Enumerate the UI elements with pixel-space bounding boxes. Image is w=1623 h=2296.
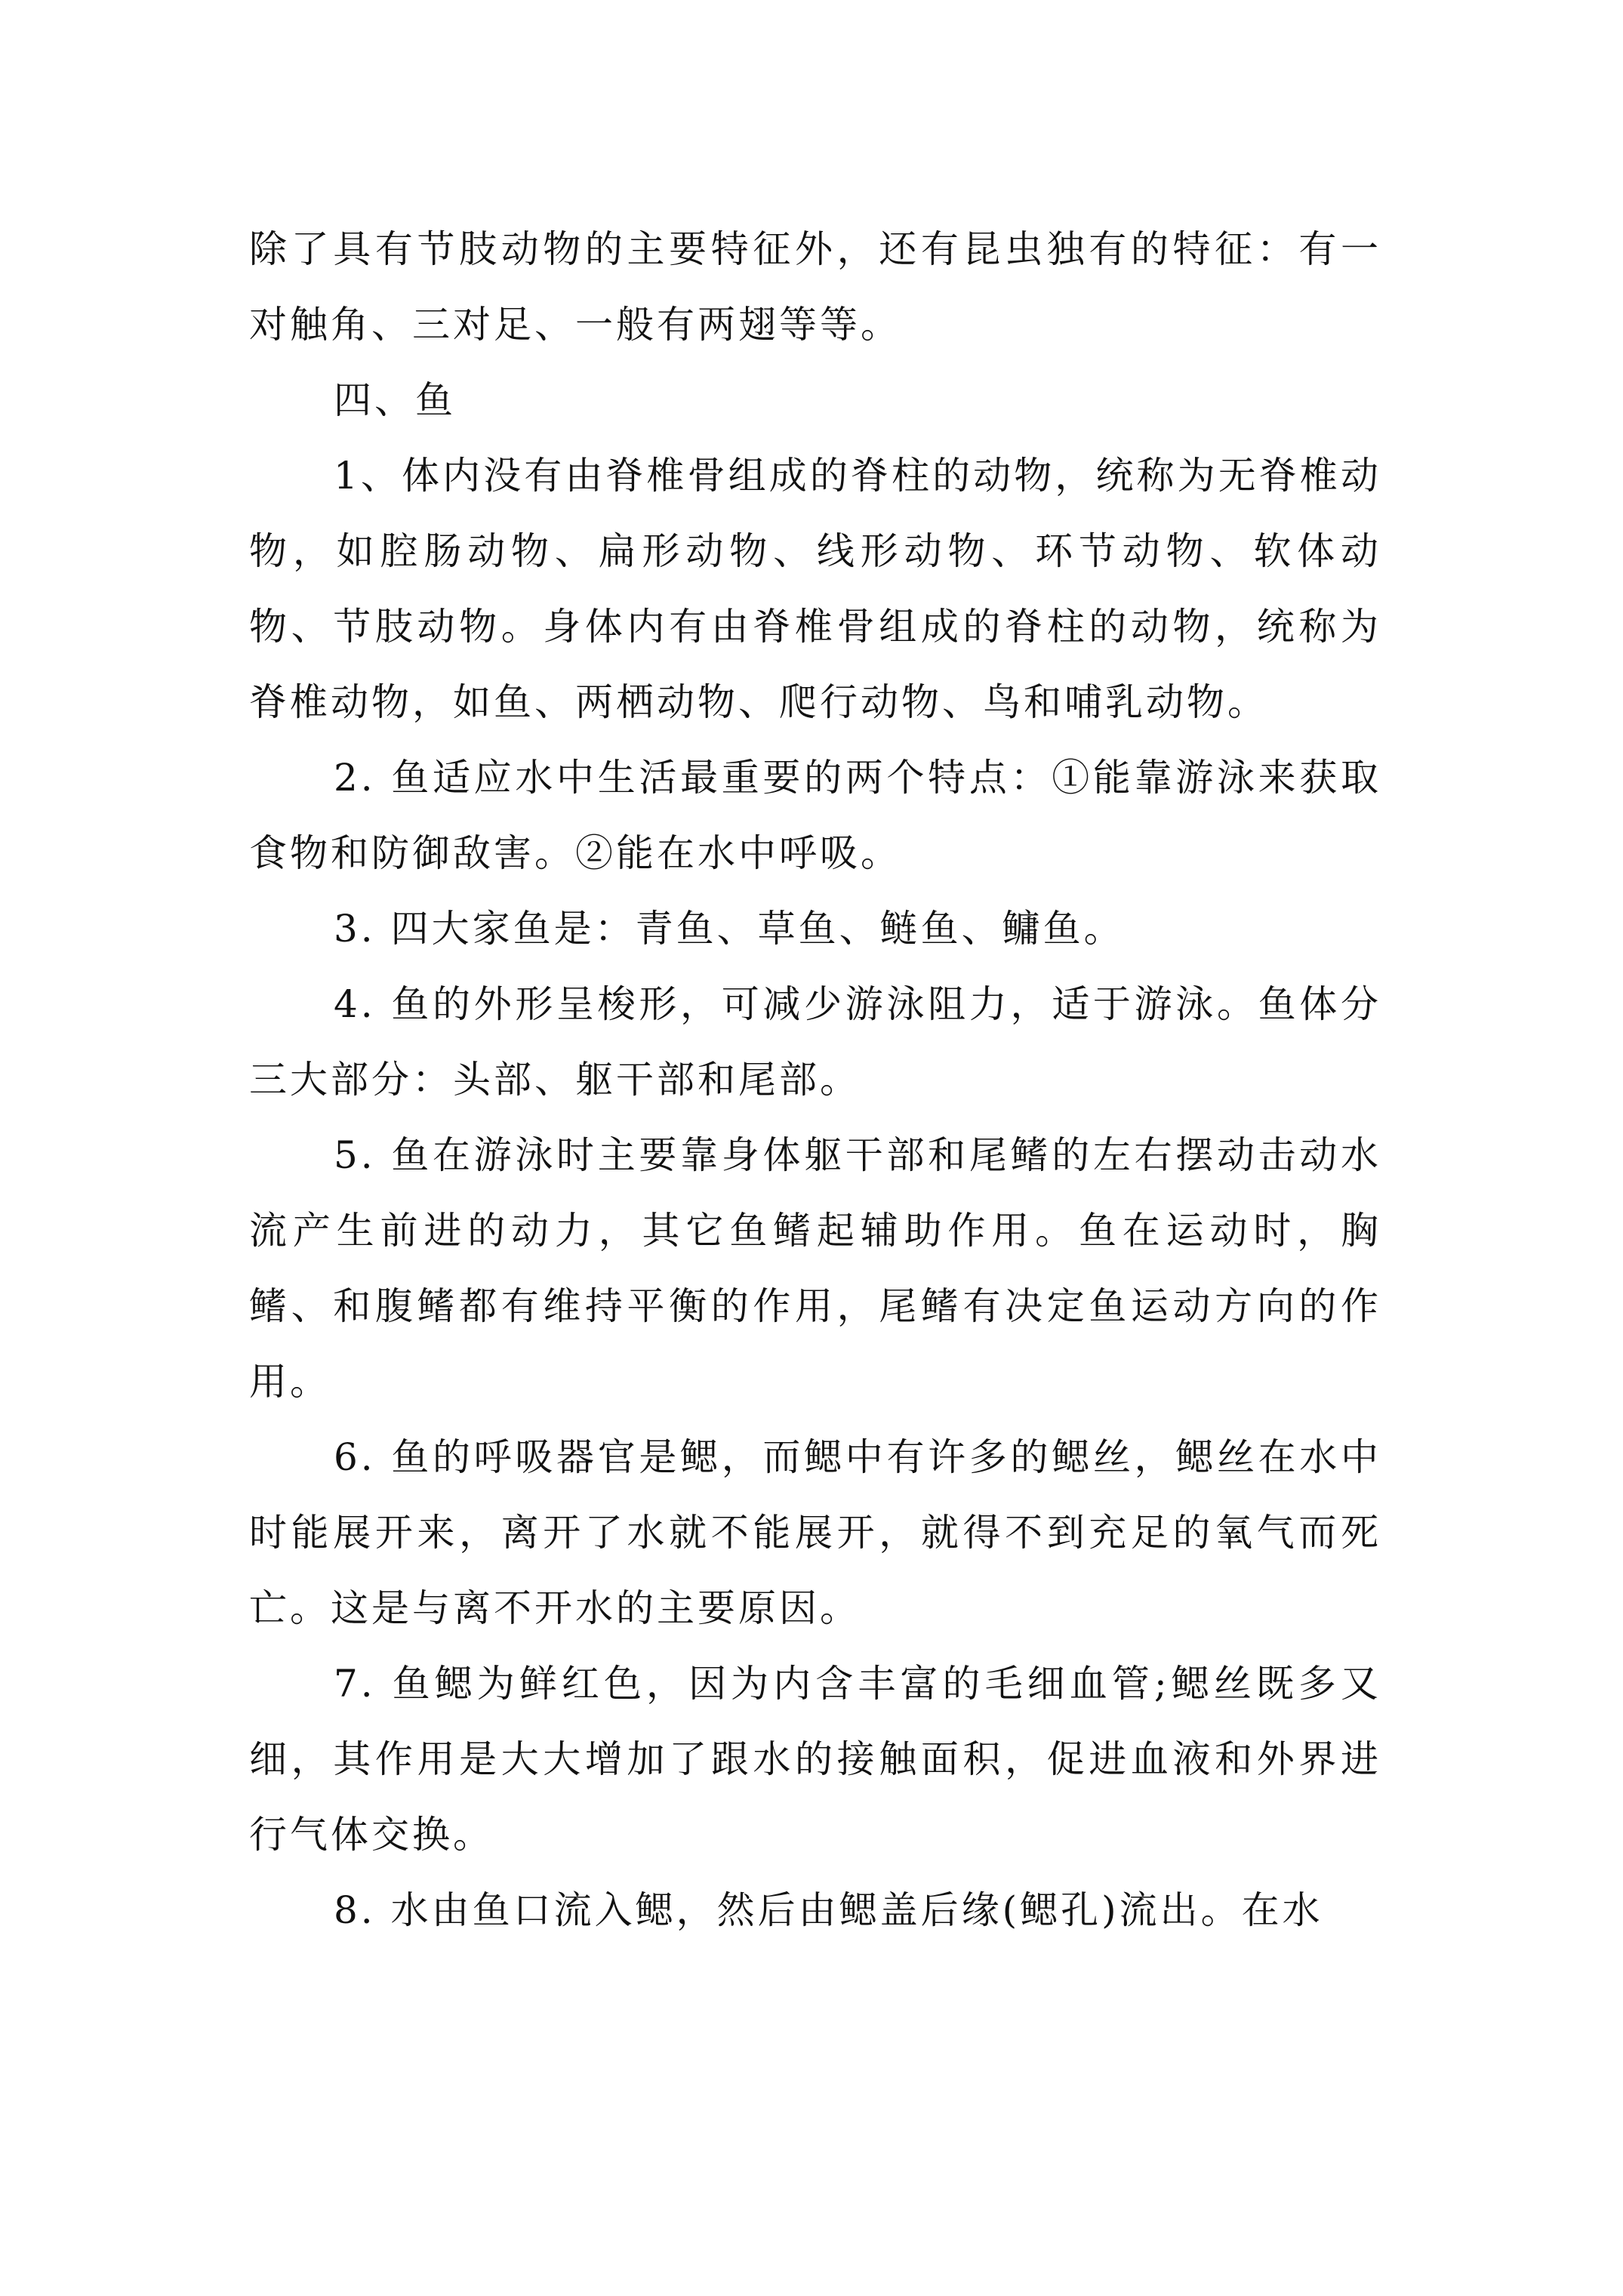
paragraph-item-5: 5. 鱼在游泳时主要靠身体躯干部和尾鳍的左右摆动击动水流产生前进的动力，其它鱼鳍起辅助作用。鱼在运动时，胸鳍、和腹鳍都有维持平衡的作用，尾鳍有决定鱼运动方向的作用。 [249,1133,1381,1404]
paragraph-item-3: 3. 四大家鱼是：青鱼、草鱼、鲢鱼、鳙鱼。 [334,907,1125,951]
paragraph-item-1: 1、体内没有由脊椎骨组成的脊柱的动物，统称为无脊椎动物，如腔肠动物、扁形动物、线形动物、环节动物、软体动物、节肢动物。身体内有由脊椎骨组成的脊柱的动物，统称为脊椎动物，如鱼、两栖动物、爬行动物、鸟和哺乳动物。 [249,454,1381,724]
paragraph-item-4: 4. 鱼的外形呈梭形，可减少游泳阻力，适于游泳。鱼体分三大部分：头部、躯干部和尾部。 [249,982,1381,1102]
paragraph-item-8: 8. 水由鱼口流入鳃，然后由鳃盖后缘(鳃孔)流出。在水 [334,1888,1323,1932]
paragraph-continuation: 除了具有节肢动物的主要特征外，还有昆虫独有的特征：有一对触角、三对足、一般有两翅等等。 [249,227,1381,347]
section-heading-fish: 四、鱼 [334,378,456,422]
paragraph-item-6: 6. 鱼的呼吸器官是鳃，而鳃中有许多的鳃丝，鳃丝在水中时能展开来，离开了水就不能展开，就得不到充足的氧气而死亡。这是与离不开水的主要原因。 [249,1435,1381,1630]
document-body [249,211,1381,1948]
paragraph-item-2: 2. 鱼适应水中生活最重要的两个特点：①能靠游泳来获取食物和防御敌害。②能在水中呼吸。 [249,756,1381,875]
paragraph-item-7: 7. 鱼鳃为鲜红色，因为内含丰富的毛细血管;鳃丝既多又细，其作用是大大增加了跟水的接触面积，促进血液和外界进行气体交换。 [249,1662,1381,1857]
